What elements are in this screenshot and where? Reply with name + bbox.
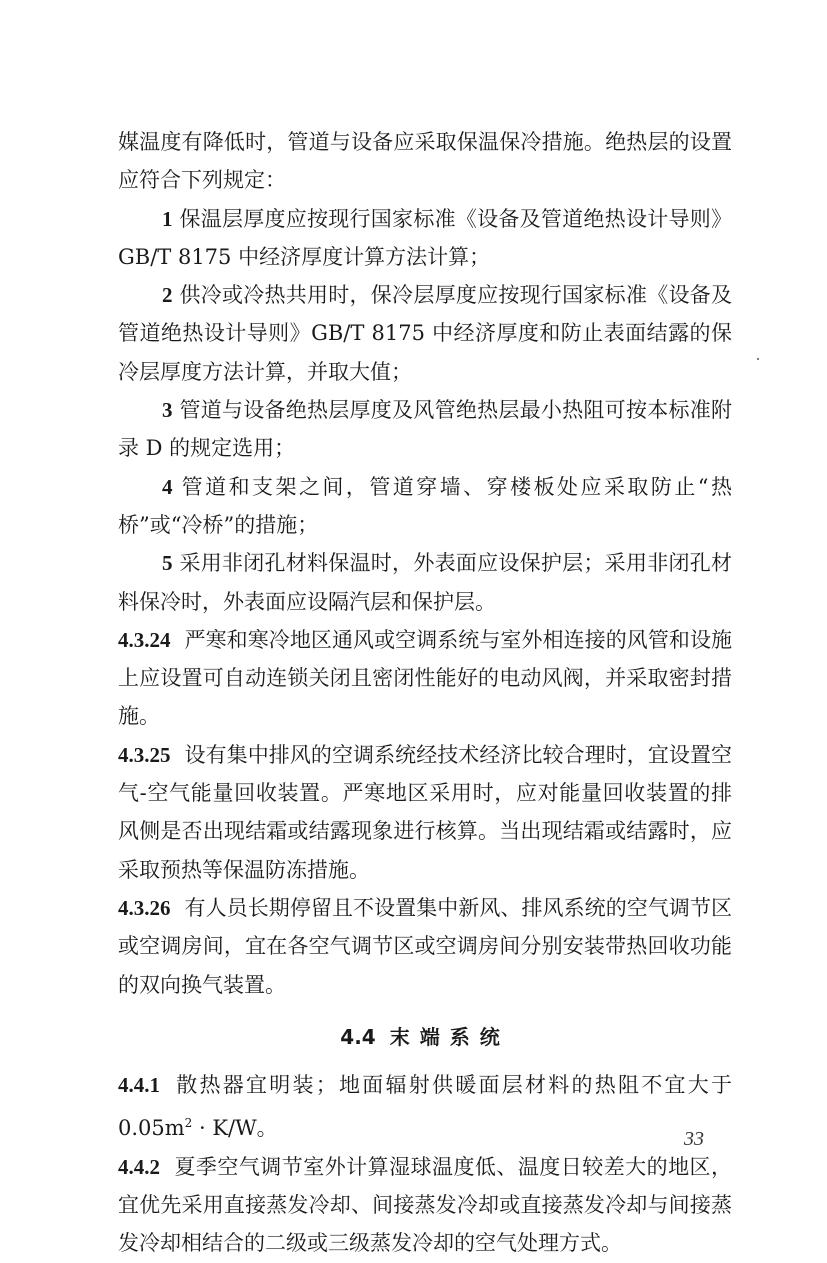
clause-text: 严寒和寒冷地区通风或空调系统与室外相连接的风管和设施上应设置可自动连锁关闭且密闭性能好的电动风阀，并采取密封措施。	[118, 627, 732, 729]
list-item-number: 2	[162, 283, 173, 308]
clause-number: 4.4.2	[118, 1154, 160, 1179]
clause-4-3-26	[118, 889, 732, 1004]
list-item-number: 1	[162, 206, 173, 231]
list-item-text: 供冷或冷热共用时，保冷层厚度应按现行国家标准《设备及管道绝热设计导则》GB/T 8175 中经济厚度和防止表面结露的保冷层厚度方法计算，并取大值；	[118, 283, 732, 384]
list-item-number: 4	[162, 474, 173, 499]
list-item-number: 3	[162, 398, 173, 423]
list-item-5	[118, 544, 732, 621]
clause-text: 有人员长期停留且不设置集中新风、排风系统的空气调节区或空调房间，宜在各空气调节区或空调房间分别安装带热回收功能的双向换气装置。	[118, 895, 732, 997]
clause-text-part-a: 散热器宜明装；地面辐射供暖面层材料的热阻不宜大于 0.05m	[118, 1073, 732, 1141]
clause-number: 4.3.26	[118, 895, 171, 920]
list-item-text: 管道和支架之间，管道穿墙、穿楼板处应采取防止“热桥”或“冷桥”的措施；	[118, 474, 732, 537]
list-item-4	[118, 468, 732, 545]
list-item-text: 采用非闭孔材料保温时，外表面应设保护层；采用非闭孔材料保冷时，外表面应设隔汽层和保护层。	[118, 551, 732, 614]
list-item-2	[118, 276, 732, 391]
clause-text-part-b: · K/W。	[192, 1116, 278, 1141]
superscript: 2	[184, 1116, 193, 1131]
clause-4-3-24	[118, 621, 732, 736]
section-number: 4.4	[340, 1024, 376, 1049]
clause-text: 夏季空气调节室外计算湿球温度低、温度日较差大的地区，宜优先采用直接蒸发冷却、间接蒸发冷却或直接蒸发冷却与间接蒸发冷却相结合的二级或三级蒸发冷却的空气处理方式。	[118, 1154, 732, 1256]
page-number: 33	[684, 1128, 704, 1150]
clause-text: 设有集中排风的空调系统经技术经济比较合理时，宜设置空气-空气能量回收装置。严寒地区采用时，应对能量回收装置的排风侧是否出现结霜或结露现象进行核算。当出现结霜或结露时，应采取预热等保温防冻措施。	[118, 742, 732, 882]
clause-number: 4.3.25	[118, 742, 171, 767]
scan-speck	[757, 358, 759, 360]
list-item-number: 5	[162, 551, 173, 576]
clause-4-4-1	[118, 1066, 732, 1148]
clause-number: 4.4.1	[118, 1073, 160, 1098]
list-item-text: 保温层厚度应按现行国家标准《设备及管道绝热设计导则》GB/T 8175 中经济厚度计算方法计算；	[118, 206, 732, 269]
clause-4-3-25	[118, 736, 732, 889]
list-item-1	[118, 200, 732, 277]
list-item-text: 管道与设备绝热层厚度及风管绝热层最小热阻可按本标准附录 D 的规定选用；	[118, 398, 732, 461]
clause-number: 4.3.24	[118, 627, 171, 652]
paragraph-continuation: 媒温度有降低时，管道与设备应采取保温保冷措施。绝热层的设置应符合下列规定：	[118, 130, 732, 193]
list-item-3	[118, 391, 732, 468]
body-text	[118, 123, 732, 1263]
section-title: 末端系统	[389, 1024, 510, 1049]
clause-4-4-2	[118, 1148, 732, 1263]
section-heading	[118, 1018, 732, 1056]
